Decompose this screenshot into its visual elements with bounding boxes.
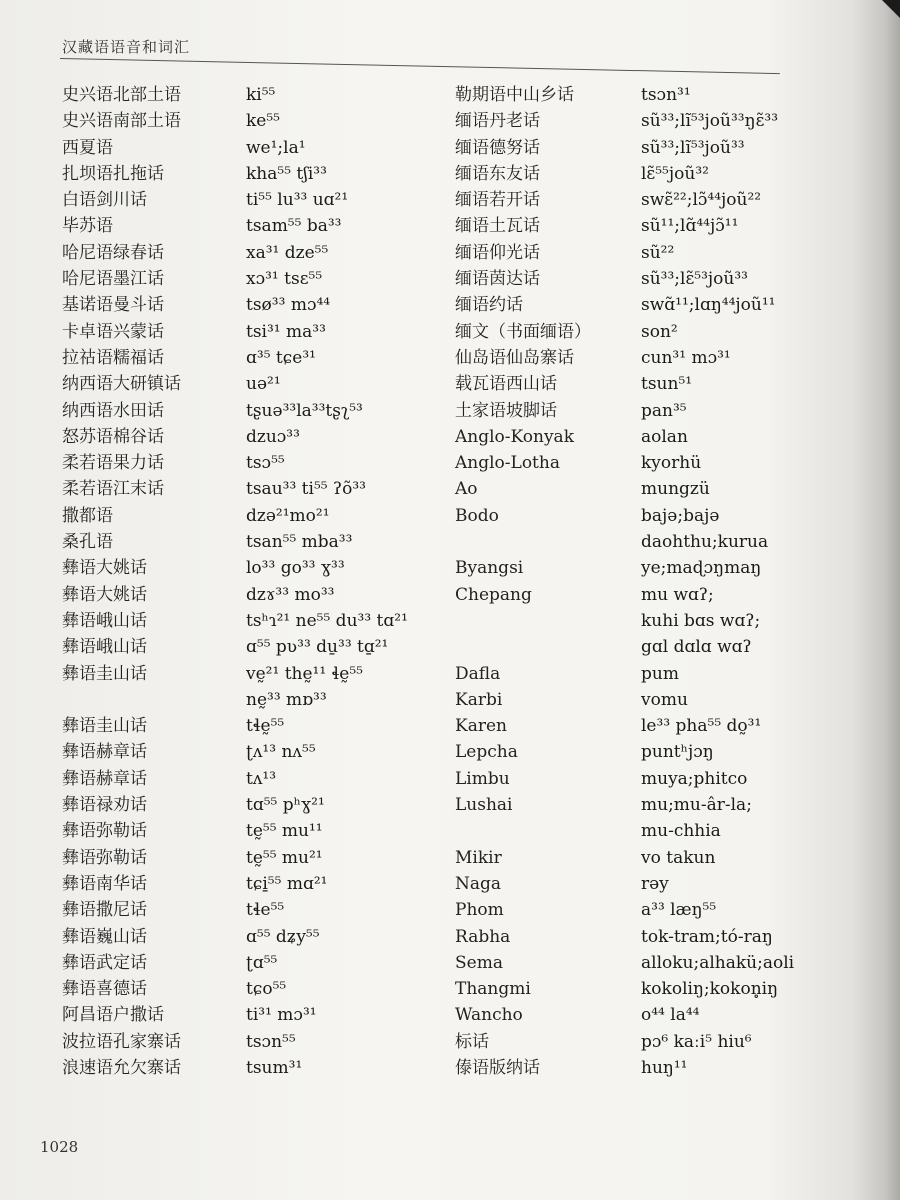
language-name: 缅语东友话 <box>455 163 540 184</box>
language-name: Karen <box>455 716 507 737</box>
language-name: 缅语仰光话 <box>455 242 540 263</box>
language-name: 彝语弥勒话 <box>62 821 147 842</box>
word-form: daohthu;kurua <box>641 532 769 553</box>
word-form: mungzü <box>641 479 710 500</box>
word-form: tsum³¹ <box>246 1057 303 1078</box>
language-name: 波拉语孔家寨话 <box>62 1031 181 1052</box>
language-name: Naga <box>455 873 502 894</box>
language-name: 西夏语 <box>62 137 113 158</box>
language-name: 缅语约话 <box>455 295 523 316</box>
language-name: 载瓦语西山话 <box>455 374 557 395</box>
language-name: 纳西语水田话 <box>62 400 164 421</box>
language-name: 柔若语果力话 <box>62 453 164 474</box>
language-name: 缅语土瓦话 <box>455 216 540 237</box>
word-form: tɬe⁵⁵ <box>246 900 285 921</box>
language-name: 纳西语大研镇话 <box>62 374 181 395</box>
language-name: 扎坝语扎拖话 <box>62 163 164 184</box>
word-form: kha⁵⁵ tʃi³³ <box>246 163 327 184</box>
language-name: 勒期语中山乡话 <box>455 85 574 105</box>
word-form: tsau³³ ti⁵⁵ ʔõ³³ <box>246 479 366 500</box>
word-form: kyorhü <box>641 453 702 474</box>
language-name: Sema <box>455 952 503 973</box>
word-form: vomu <box>641 689 688 710</box>
word-form: mu wɑʔ; <box>641 584 714 605</box>
word-form: gɑl dɑlɑ wɑʔ <box>641 637 752 658</box>
word-form: ti⁵⁵ lu³³ uɑ²¹ <box>246 190 349 211</box>
word-form: sũ³³;lĩ⁵³joũ³³ <box>641 137 745 158</box>
word-form: tʂuə³³la³³tʂʅ⁵³ <box>246 400 363 421</box>
language-name: Chepang <box>455 584 532 605</box>
language-name: Karbi <box>455 689 503 710</box>
language-name: 基诺语曼斗话 <box>62 295 164 316</box>
language-name: 史兴语北部土语 <box>62 85 181 105</box>
word-form: ʈʌ¹³ nʌ⁵⁵ <box>246 742 316 763</box>
word-form: tḛ⁵⁵ mu²¹ <box>246 847 323 868</box>
word-form: tsɔn⁵⁵ <box>246 1031 296 1052</box>
word-form: huŋ¹¹ <box>641 1057 688 1078</box>
language-name: 彝语峨山话 <box>62 610 147 631</box>
word-form: tsø³³ mɔ⁴⁴ <box>246 295 331 316</box>
word-form: vo takun <box>641 847 716 868</box>
language-name: 彝语大姚话 <box>62 584 147 605</box>
word-form: alloku;alhakü;aoli <box>641 952 795 973</box>
word-form: o⁴⁴ la⁴⁴ <box>641 1005 700 1026</box>
word-form: sũ¹¹;lɑ̃⁴⁴jɔ̃¹¹ <box>641 216 739 237</box>
language-name: Bodo <box>455 505 499 526</box>
word-form: a³³ læŋ⁵⁵ <box>641 900 717 921</box>
language-name: Anglo-Lotha <box>455 453 560 474</box>
language-name: Phom <box>455 900 504 921</box>
word-form: ki⁵⁵ <box>246 85 276 105</box>
header-rule <box>60 58 780 74</box>
language-name: 土家语坡脚话 <box>455 400 557 421</box>
word-form: sũ³³;lɛ̃⁵³joũ³³ <box>641 269 748 290</box>
word-form: dzuɔ³³ <box>246 426 300 447</box>
word-form: tok-tram;tó-raŋ <box>641 926 773 947</box>
word-form: tsan⁵⁵ mba³³ <box>246 532 353 553</box>
word-form: vḛ²¹ thḛ¹¹ ɬḛ⁵⁵ <box>246 663 363 684</box>
word-form: xa³¹ dze⁵⁵ <box>246 242 329 263</box>
running-head: 汉藏语语音和词汇 <box>62 38 191 56</box>
language-name: Byangsi <box>455 558 524 579</box>
language-name: 彝语南华话 <box>62 873 147 894</box>
word-form: mu-chhia <box>641 821 721 842</box>
language-name: 哈尼语绿春话 <box>62 242 164 263</box>
word-form: ɑ⁵⁵ pʋ³³ du̱³³ tɑ̱²¹ <box>246 637 389 658</box>
language-name: Dafla <box>455 663 501 684</box>
page-edge-shadow <box>852 0 900 1200</box>
word-form: swɑ̃¹¹;lɑŋ⁴⁴joũ¹¹ <box>641 295 776 316</box>
language-name: Rabha <box>455 926 511 947</box>
language-name: 缅语德努话 <box>455 137 540 158</box>
language-name: 彝语撒尼话 <box>62 900 147 921</box>
language-name: 彝语喜德话 <box>62 979 147 1000</box>
language-name: 柔若语江末话 <box>62 479 164 500</box>
language-name: 彝语圭山话 <box>62 663 147 684</box>
language-name: 彝语赫章话 <box>62 742 147 763</box>
word-form: tɕo⁵⁵ <box>246 979 287 1000</box>
word-form: dzɤ³³ mo³³ <box>246 584 335 605</box>
language-name: Anglo-Konyak <box>455 426 574 447</box>
word-form: muya;phitco <box>641 768 748 789</box>
word-form: bajə;bajə <box>641 505 720 526</box>
word-form: kokoliŋ;kokon̥iŋ <box>641 979 779 1000</box>
word-form: tɕi̱⁵⁵ mɑ²¹ <box>246 873 328 894</box>
page-corner <box>882 0 900 18</box>
word-form: ti³¹ mɔ³¹ <box>246 1005 317 1026</box>
language-name: 怒苏语棉谷话 <box>62 426 164 447</box>
language-name: 桑孔语 <box>62 532 113 553</box>
word-form: le³³ pha⁵⁵ do̰³¹ <box>641 716 762 737</box>
language-name: 仙岛语仙岛寨话 <box>455 347 574 368</box>
word-form: puntʰjɔŋ <box>641 742 714 763</box>
language-name: 缅语茵达话 <box>455 269 540 290</box>
language-name: 阿昌语户撒话 <box>62 1005 164 1026</box>
word-form: sũ³³;lĩ⁵³joũ³³ŋɛ̃³³ <box>641 111 779 132</box>
language-name: 哈尼语墨江话 <box>62 269 164 290</box>
word-form: tsɔn³¹ <box>641 85 691 105</box>
word-form: swɛ̃²²;lɔ̃⁴⁴joũ²² <box>641 190 762 211</box>
language-name: 彝语赫章话 <box>62 768 147 789</box>
language-name: Thangmi <box>455 979 531 1000</box>
word-form: tsɔ⁵⁵ <box>246 453 285 474</box>
word-form: kuhi bɑs wɑʔ; <box>641 610 761 631</box>
word-form: son² <box>641 321 678 342</box>
word-form: tsi³¹ ma³³ <box>246 321 326 342</box>
language-name: Wancho <box>455 1005 523 1026</box>
word-form: dzə²¹mo²¹ <box>246 505 330 526</box>
word-form: tḛ⁵⁵ mu¹¹ <box>246 821 323 842</box>
language-name: 彝语圭山话 <box>62 716 147 737</box>
language-name: 史兴语南部土语 <box>62 111 181 132</box>
language-name: Lepcha <box>455 742 518 763</box>
language-name: 卡卓语兴蒙话 <box>62 321 164 342</box>
word-form: sũ²² <box>641 242 675 263</box>
language-name: 彝语武定话 <box>62 952 147 973</box>
word-form: tsun⁵¹ <box>641 374 693 395</box>
word-form: tɑ⁵⁵ pʰɣ²¹ <box>246 795 325 816</box>
language-name: 撒都语 <box>62 505 113 526</box>
language-name: 彝语巍山话 <box>62 926 147 947</box>
word-form: ye;maɖɔŋmaŋ <box>641 558 762 579</box>
word-form: ɑ³⁵ tɕe³¹ <box>246 347 316 368</box>
word-form: pɔ⁶ kaːi⁵ hiu⁶ <box>641 1031 752 1052</box>
language-name: 缅文（书面缅语） <box>455 321 591 342</box>
word-form: we¹;la¹ <box>246 137 306 158</box>
word-form: uə²¹ <box>246 374 281 395</box>
word-form: tɬḛ⁵⁵ <box>246 716 285 737</box>
language-name: 彝语大姚话 <box>62 558 147 579</box>
word-form: tʌ¹³ <box>246 768 277 789</box>
language-name: Ao <box>455 479 478 500</box>
word-form: tsʰɿ²¹ ne⁵⁵ du³³ tɑ²¹ <box>246 610 408 631</box>
word-form: ɑ⁵⁵ dʑy⁵⁵ <box>246 926 320 947</box>
word-form: ke⁵⁵ <box>246 111 280 132</box>
language-name: 彝语峨山话 <box>62 637 147 658</box>
word-form: rəy <box>641 873 669 894</box>
word-form: nḛ³³ mɒ³³ <box>246 689 327 710</box>
word-form: pum <box>641 663 679 684</box>
word-form: pan³⁵ <box>641 400 687 421</box>
page-number: 1028 <box>40 1138 79 1156</box>
language-name: Lushai <box>455 795 513 816</box>
word-form: mu;mu-âr-la; <box>641 795 752 816</box>
language-name: 傣语版纳话 <box>455 1057 540 1078</box>
language-name: 缅语若开话 <box>455 190 540 211</box>
language-name: 浪速语允欠寨话 <box>62 1057 181 1078</box>
language-name: 标话 <box>455 1031 489 1052</box>
word-form: tsam⁵⁵ ba³³ <box>246 216 342 237</box>
word-form: lɛ̃⁵⁵joũ³² <box>641 163 709 184</box>
word-form: ʈɑ⁵⁵ <box>246 952 278 973</box>
language-name: 缅语丹老话 <box>455 111 540 132</box>
language-name: 拉祜语糯福话 <box>62 347 164 368</box>
word-form: cun³¹ mɔ³¹ <box>641 347 731 368</box>
language-name: Limbu <box>455 768 510 789</box>
language-name: 彝语弥勒话 <box>62 847 147 868</box>
word-form: aolan <box>641 426 688 447</box>
word-form: xɔ³¹ tsɛ⁵⁵ <box>246 269 323 290</box>
language-name: 彝语禄劝话 <box>62 795 147 816</box>
language-name: 白语剑川话 <box>62 190 147 211</box>
language-name: 毕苏语 <box>62 216 113 237</box>
language-name: Mikir <box>455 847 502 868</box>
word-form: lo³³ go³³ ɣ³³ <box>246 558 345 579</box>
